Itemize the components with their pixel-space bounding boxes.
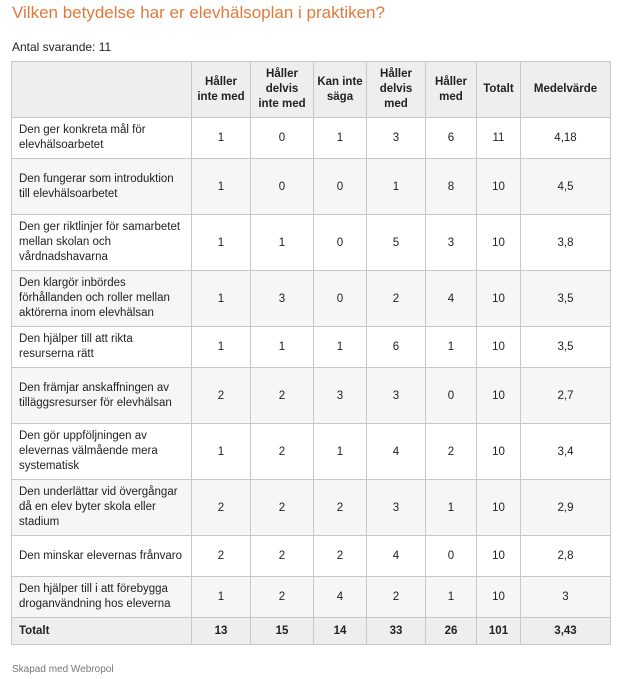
table-cell: 2 [192,536,251,577]
table-cell: 0 [426,536,477,577]
table-cell: 2 [251,480,314,536]
table-cell: 10 [477,368,521,424]
row-statement: Den ger riktlinjer för samarbetet mellan skolan och vårdnadshavarna [12,215,192,271]
row-statement: Den hjälper till att rikta resurserna rätt [12,327,192,368]
table-cell: 1 [426,327,477,368]
table-cell: 11 [477,118,521,159]
table-cell: 2 [314,480,367,536]
table-cell: 0 [314,159,367,215]
table-cell: 6 [367,327,426,368]
table-cell: 1 [192,118,251,159]
table-cell: 4 [314,577,367,618]
table-cell: 2,7 [521,368,611,424]
total-cell: 13 [192,618,251,645]
created-with-footer: Skapad med Webropol [12,664,114,675]
table-row [12,368,611,424]
table-row [12,159,611,215]
row-statement: Den klargör inbördes förhållanden och roller mellan aktörerna inom elevhälsan [12,271,192,327]
table-cell: 10 [477,271,521,327]
table-cell: 2 [251,424,314,480]
table-cell: 1 [192,424,251,480]
table-cell: 1 [314,327,367,368]
table-cell: 1 [314,118,367,159]
table-row [12,215,611,271]
table-row [12,118,611,159]
table-cell: 0 [251,118,314,159]
table-cell: 10 [477,159,521,215]
table-cell: 4,5 [521,159,611,215]
respondent-count: Antal svarande: 11 [12,40,112,54]
table-cell: 3 [314,368,367,424]
table-cell: 4,18 [521,118,611,159]
table-cell: 2 [367,271,426,327]
header-cell-statement [12,62,192,118]
table-cell: 2 [251,577,314,618]
table-cell: 1 [192,327,251,368]
row-statement: Den minskar elevernas frånvaro [12,536,192,577]
total-row [12,618,611,645]
table-cell: 2 [314,536,367,577]
table-cell: 1 [251,327,314,368]
table-cell: 10 [477,215,521,271]
row-statement: Den hjälper till i att förebygga droganvändning hos eleverna [12,577,192,618]
table-cell: 3 [367,118,426,159]
table-cell: 3,5 [521,271,611,327]
results-table [11,61,611,645]
table-row [12,424,611,480]
table-cell: 3 [367,368,426,424]
header-cell-total: Totalt [477,62,521,118]
table-cell: 4 [367,536,426,577]
total-cell: 14 [314,618,367,645]
row-statement: Den gör uppföljningen av elevernas välmående mera systematisk [12,424,192,480]
row-statement: Den fungerar som introduktion till elevhälsoarbetet [12,159,192,215]
survey-question-title: Vilken betydelse har er elevhälsoplan i praktiken? [12,3,385,22]
header-cell-disagree: Håller inte med [192,62,251,118]
table-cell: 1 [426,480,477,536]
table-cell: 4 [367,424,426,480]
total-cell: 3,43 [521,618,611,645]
table-cell: 8 [426,159,477,215]
table-cell: 10 [477,577,521,618]
table-row [12,327,611,368]
table-row [12,536,611,577]
header-cell-mean: Medelvärde [521,62,611,118]
table-cell: 2 [367,577,426,618]
table-cell: 1 [192,159,251,215]
table-cell: 1 [192,577,251,618]
table-cell: 2 [192,480,251,536]
header-cell-cannot-say: Kan inte säga [314,62,367,118]
table-cell: 2,8 [521,536,611,577]
total-cell: 101 [477,618,521,645]
table-cell: 2 [192,368,251,424]
table-cell: 0 [314,215,367,271]
row-statement: Den underlättar vid övergångar då en elev byter skola eller stadium [12,480,192,536]
header-row [12,62,611,118]
table-cell: 4 [426,271,477,327]
table-cell: 10 [477,327,521,368]
table-cell: 1 [192,271,251,327]
table-cell: 10 [477,424,521,480]
row-statement: Den främjar anskaffningen av tilläggsresurser för elevhälsan [12,368,192,424]
table-cell: 10 [477,480,521,536]
row-statement: Den ger konkreta mål för elevhälsoarbetet [12,118,192,159]
table-cell: 2 [426,424,477,480]
table-cell: 1 [367,159,426,215]
table-cell: 0 [426,368,477,424]
table-cell: 6 [426,118,477,159]
table-row [12,480,611,536]
table-row [12,577,611,618]
table-row [12,271,611,327]
table-cell: 3 [426,215,477,271]
table-cell: 3,8 [521,215,611,271]
table-cell: 3 [367,480,426,536]
table-cell: 2,9 [521,480,611,536]
header-cell-partly-agree: Håller delvis med [367,62,426,118]
header-cell-partly-disagree: Håller delvis inte med [251,62,314,118]
total-label: Totalt [12,618,192,645]
header-cell-agree: Håller med [426,62,477,118]
table-cell: 1 [426,577,477,618]
table-cell: 2 [251,536,314,577]
total-cell: 15 [251,618,314,645]
total-cell: 26 [426,618,477,645]
table-cell: 0 [314,271,367,327]
table-cell: 3,5 [521,327,611,368]
table-cell: 0 [251,159,314,215]
total-cell: 33 [367,618,426,645]
table-cell: 5 [367,215,426,271]
table-cell: 3,4 [521,424,611,480]
table-cell: 1 [251,215,314,271]
table-cell: 10 [477,536,521,577]
table-cell: 3 [521,577,611,618]
table-cell: 1 [314,424,367,480]
table-cell: 2 [251,368,314,424]
table-cell: 3 [251,271,314,327]
table-cell: 1 [192,215,251,271]
